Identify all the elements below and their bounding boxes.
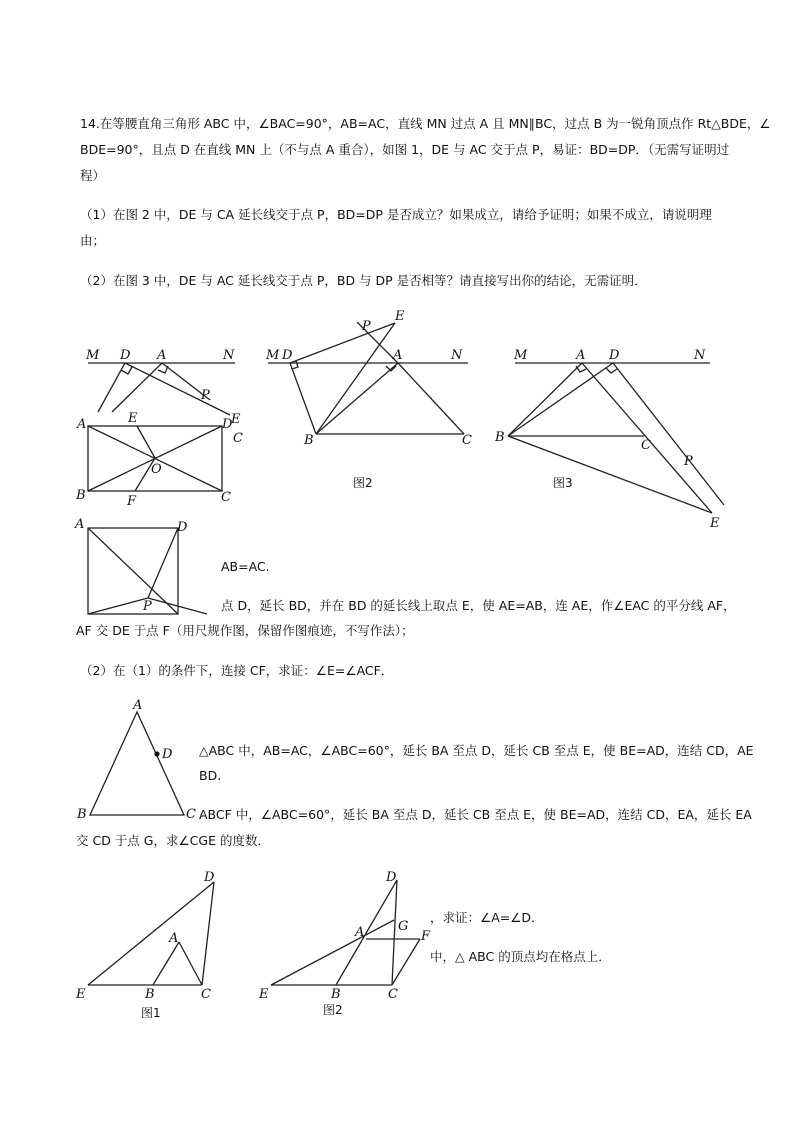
problem-14-line-1: 14.在等腰直角三角形 ABC 中，∠BAC=90°，AB=AC，直线 MN 过点 A 且 MN∥BC，过点 B 为一锐角顶点作 Rt△BDE，∠ [80,116,771,131]
label-E-fig3: E [710,516,720,531]
problem-14-line-3: 程） [80,168,106,183]
square-figure [70,515,220,627]
label-C-bottom-fig2: C [388,987,398,1002]
label-D-square: D [177,520,188,535]
triangle-figure [74,695,200,820]
label-B-fig2: B [304,433,314,448]
caption-bottom-fig1: 图1 [141,1006,161,1020]
fragment-construct-line-2: AF 交 DE 于点 F（用尺规作图，保留作图痕迹，不写作法）； [76,623,414,638]
label-N-fig3: N [694,348,706,363]
question-2-b: （2）在（1）的条件下，连接 CF，求证：∠E=∠ACF． [80,663,394,678]
label-C-fig2: C [462,433,472,448]
label-A-fig1: A [157,348,167,363]
label-D-fig3: D [609,348,620,363]
label-C-triangle: C [186,807,196,820]
label-E-rect: E [128,411,138,426]
label-O-rect: O [151,462,162,477]
label-B-bottom-fig1: B [145,987,155,1002]
bottom-figures [70,862,440,1022]
label-B-fig3: B [495,430,505,445]
label-A-bottom-fig1: A [169,931,179,946]
label-A-rect: A [77,417,87,432]
question-1-line-1: （1）在图 2 中，DE 与 CA 延长线交于点 P，BD=DP 是否成立？如果成立，请给予证明；如果不成立，请说明理 [80,207,712,222]
caption-fig2: 图2 [353,476,373,490]
label-D-triangle: D [162,747,173,762]
label-B-rect: B [76,488,86,503]
label-C-rect-top: C [233,431,243,446]
problem-14-line-2: BDE=90°，且点 D 在直线 MN 上（不与点 A 重合），如图 1，DE 与 AC 交于点 P，易证：BD=DP．（无需写证明过 [80,142,730,157]
fragment-abcf-line-1: ABCF 中，∠ABC=60°，延长 BA 至点 D，延长 CB 至点 E，使 BE=AD，连结 CD，EA，延长 EA [199,807,752,822]
label-A-triangle: A [133,698,143,713]
caption-fig3: 图3 [553,476,573,490]
label-N-fig1: N [223,348,235,363]
question-2: （2）在图 3 中，DE 与 AC 延长线交于点 P，BD 与 DP 是否相等？请直接写出你的结论，无需证明． [80,273,647,288]
label-A-square: A [75,517,85,532]
label-D-fig2: D [282,348,293,363]
fragment-prove-angle: ，求证：∠A=∠D． [430,910,544,925]
label-C-rect: C [221,490,231,505]
caption-bottom-fig2: 图2 [323,1003,343,1017]
fragment-ab-ac: AB=AC. [221,559,270,574]
figure-row-geometry [76,305,726,535]
label-P-fig2: P [362,319,371,334]
label-P-fig3: P [684,454,693,469]
label-A-fig3: A [576,348,586,363]
label-M-fig2: M [266,348,280,363]
label-D-bottom-fig2: D [386,870,397,885]
question-1-line-2: 由； [80,233,106,248]
label-E-fig1: E [231,412,241,427]
label-B-triangle: B [77,807,87,820]
label-F-bottom-fig2: F [421,929,431,944]
label-F-rect: F [127,494,137,509]
fragment-triangle-line-2: BD. [199,768,222,783]
label-E-fig2: E [395,309,405,324]
label-D-fig1: D [120,348,131,363]
fragment-construct-line-1: 点 D，延长 BD，并在 BD 的延长线上取点 E，使 AE=AB，连 AE，作∠EAC 的平分线 AF， [221,598,736,613]
label-A-bottom-fig2: A [355,925,365,940]
label-E-bottom-fig2: E [259,987,269,1002]
label-P-fig1: P [201,388,210,403]
label-M-fig1: M [86,348,100,363]
fragment-triangle-line-1: △ABC 中，AB=AC，∠ABC=60°，延长 BA 至点 D，延长 CB 至点 E，使 BE=AD，连结 CD，AE [199,743,754,758]
label-N-fig2: N [451,348,463,363]
label-D-bottom-fig1: D [204,870,215,885]
label-A-fig2: A [393,348,403,363]
label-P-square: P [143,599,152,614]
fragment-abcf-line-2: 交 CD 于点 G，求∠CGE 的度数． [76,833,270,848]
label-C-fig3: C [641,438,651,453]
label-G-bottom-fig2: G [398,919,409,934]
label-E-bottom-fig1: E [76,987,86,1002]
fragment-grid: 中，△ ABC 的顶点均在格点上． [430,949,611,964]
label-D-rect: D [222,417,233,432]
label-B-bottom-fig2: B [331,987,341,1002]
label-C-bottom-fig1: C [201,987,211,1002]
label-M-fig3: M [514,348,528,363]
